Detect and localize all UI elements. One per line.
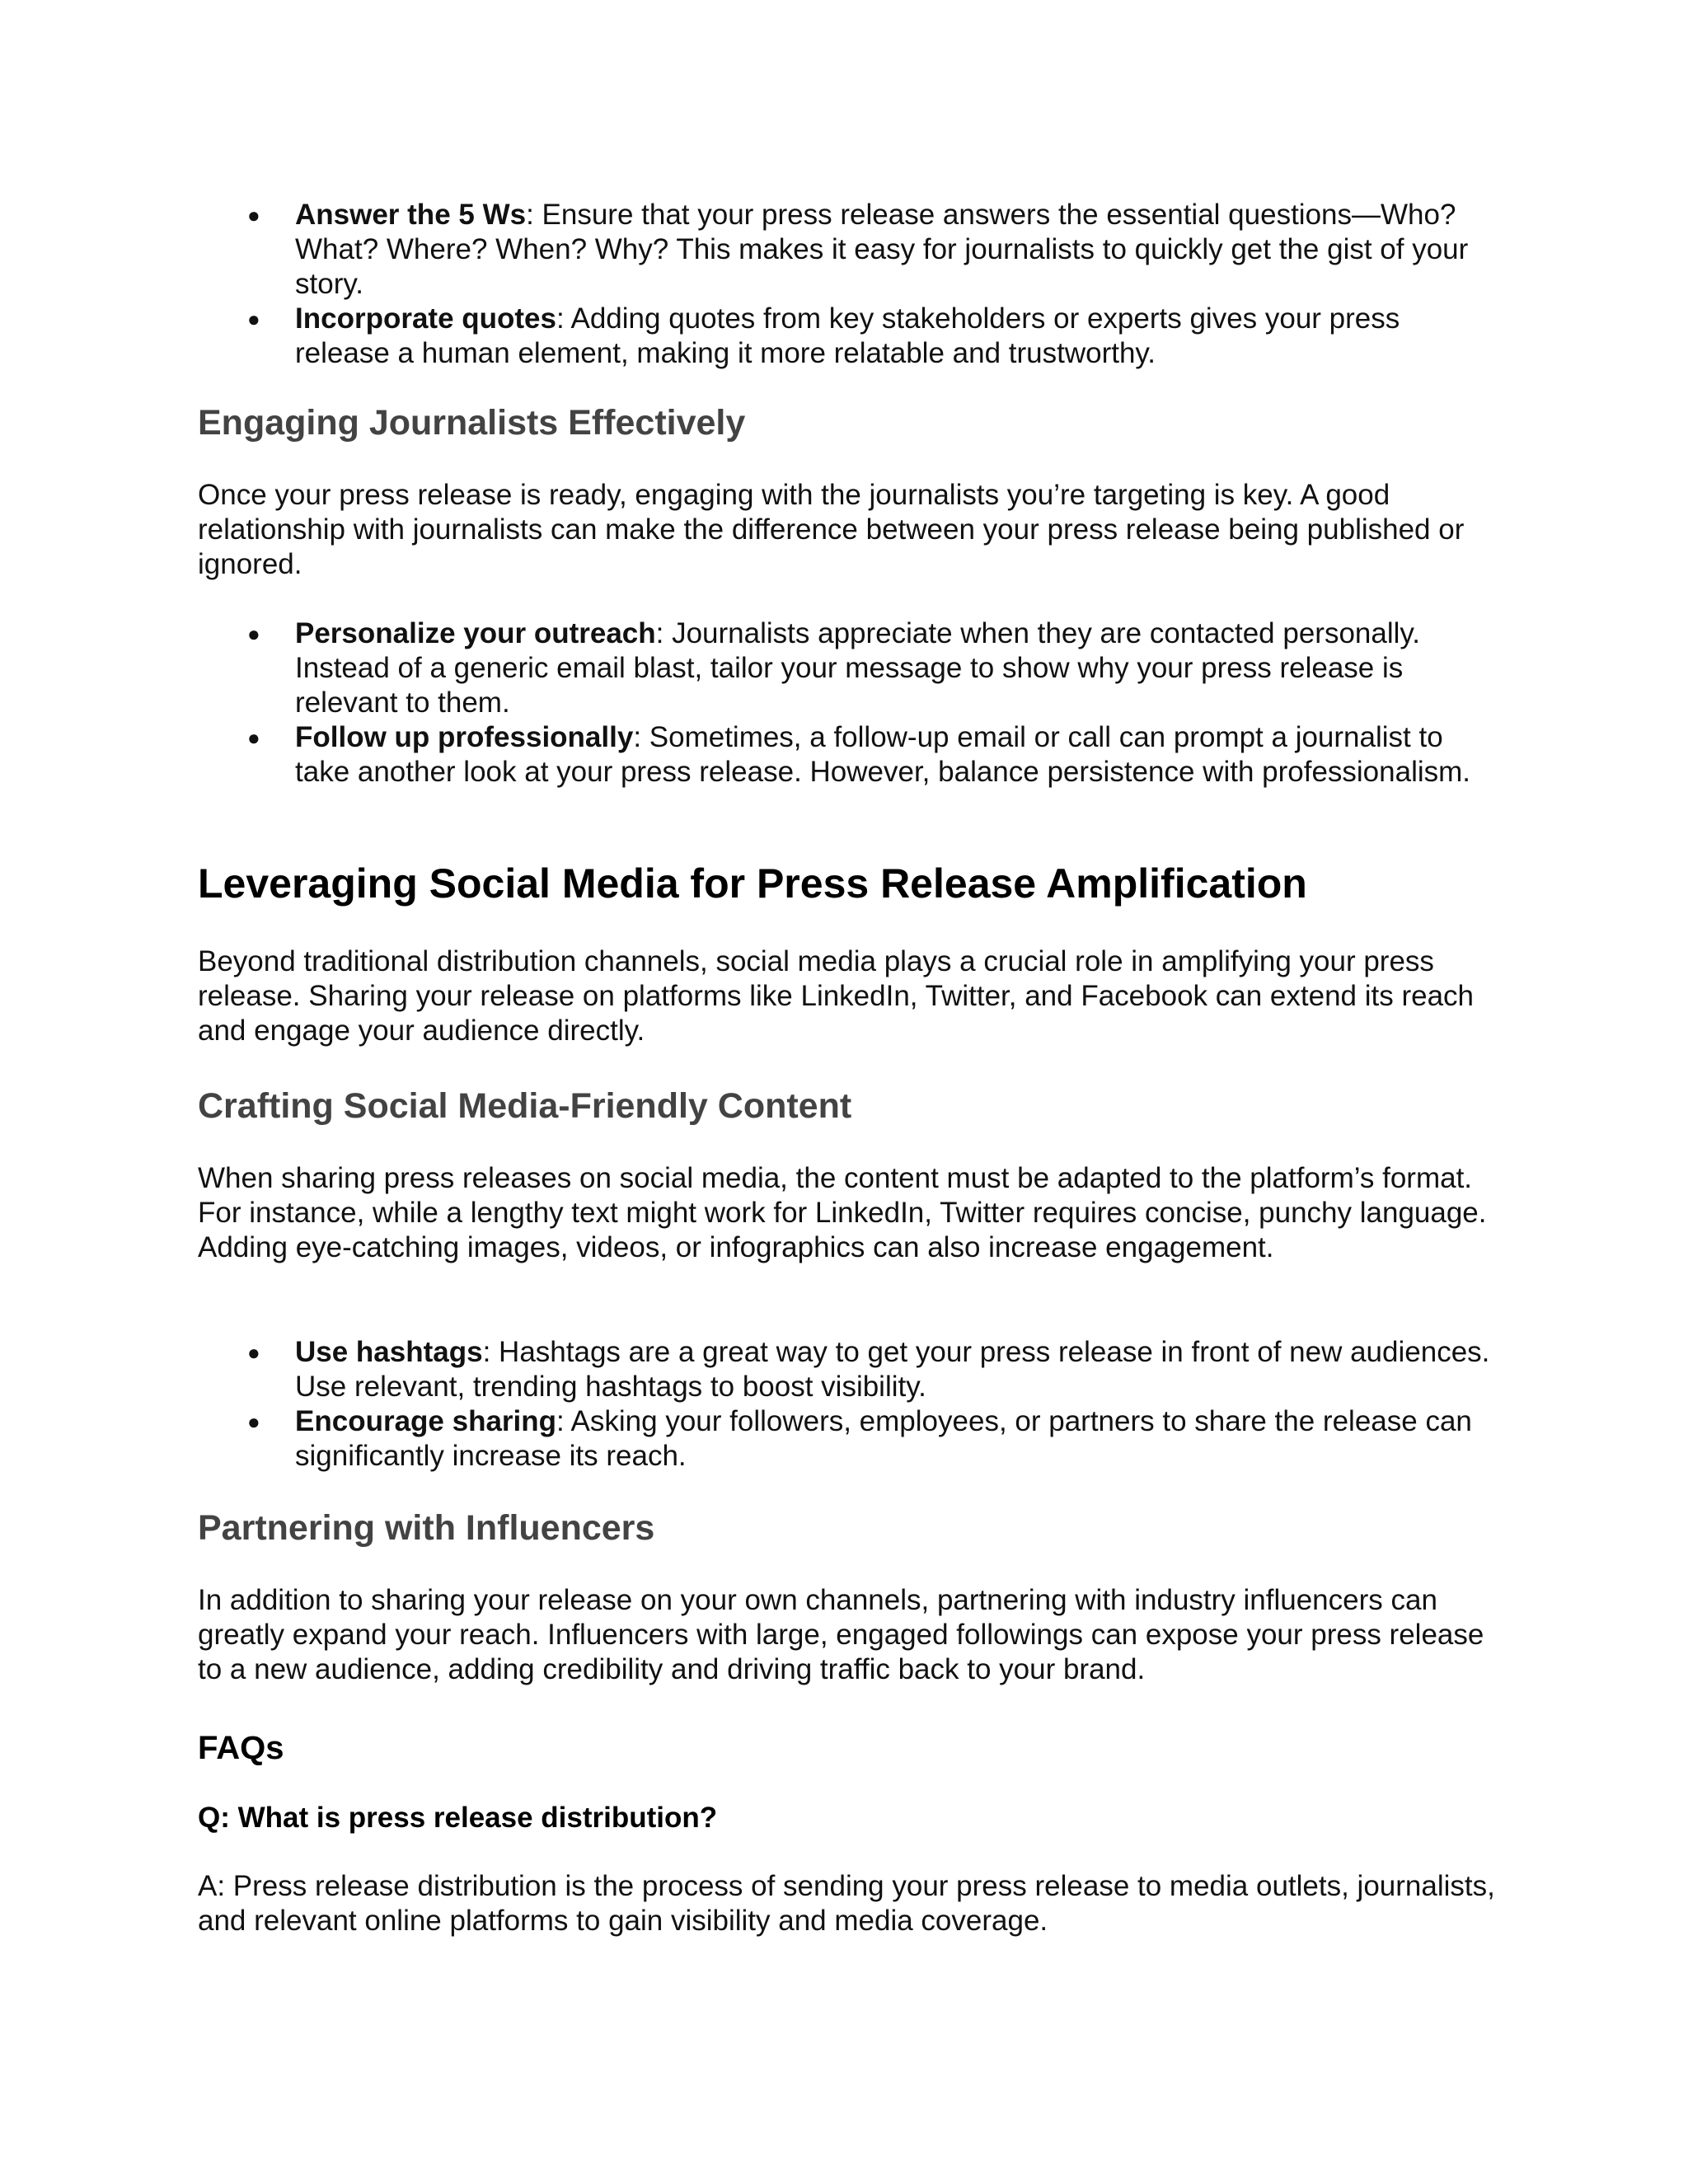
section-heading: FAQs: [198, 1730, 284, 1766]
section-heading-faqs: [198, 1727, 1500, 1769]
faq-answer-text: A: Press release distribution is the process of sending your press release to media outlets, journalists, and relevant online platforms to gain visibility and media coverage.: [198, 1870, 1495, 1937]
paragraph-influencers: [198, 1583, 1500, 1687]
faq-question-text: Q: What is press release distribution?: [198, 1802, 718, 1834]
section-heading: Partnering with Influencers: [198, 1508, 655, 1548]
list-item-text: : Journalists appreciate when they are contacted personally. Instead of a generic email blast, tailor your message to show why your press release is relevant to them.: [295, 617, 1421, 719]
list-item-term: Follow up professionally: [295, 721, 634, 753]
paragraph-engaging: [198, 478, 1500, 582]
bullet-icon: ●: [247, 307, 260, 331]
list-item-term: Encourage sharing: [295, 1405, 557, 1437]
paragraph-crafting: [198, 1161, 1500, 1265]
bullet-icon: ●: [247, 621, 260, 646]
bullet-icon: ●: [247, 203, 260, 227]
list-item: [198, 1404, 1500, 1474]
faq-question: [198, 1801, 1500, 1835]
list-item-term: Personalize your outreach: [295, 617, 656, 649]
list-item-text: : Asking your followers, employees, or partners to share the release can significantly increase its reach.: [295, 1405, 1472, 1472]
list-item-term: Use hashtags: [295, 1336, 483, 1368]
section-heading: Leveraging Social Media for Press Release Amplification: [198, 860, 1307, 907]
paragraph-text: Beyond traditional distribution channels, social media plays a crucial role in amplifying your press release. Sharing your release on platforms like LinkedIn, Twitter, and Facebook can extend its reach and engage your audience directly.: [198, 945, 1474, 1047]
section-heading: Engaging Journalists Effectively: [198, 403, 746, 443]
faq-answer: [198, 1869, 1500, 1938]
section-heading-engaging: [198, 401, 1500, 444]
section-heading: Crafting Social Media-Friendly Content: [198, 1086, 852, 1126]
section-heading-crafting: [198, 1085, 1500, 1127]
list-item: [198, 616, 1500, 720]
paragraph-text: When sharing press releases on social media, the content must be adapted to the platform’s format. For instance, while a lengthy text might work for LinkedIn, Twitter requires concise, punchy language. Adding eye-catching images, videos, or infographics can also increase engagement.: [198, 1162, 1487, 1263]
list-item-text: : Adding quotes from key stakeholders or experts gives your press release a human element, making it more relatable and trustworthy.: [295, 302, 1400, 369]
bullet-list-intro: [198, 198, 1500, 371]
section-heading-social: [198, 859, 1500, 908]
list-item: [198, 1335, 1500, 1404]
list-item-text: : Hashtags are a great way to get your press release in front of new audiences. Use relevant, trending hashtags to boost visibility.: [295, 1336, 1490, 1403]
list-item-text: : Sometimes, a follow-up email or call can prompt a journalist to take another look at your press release. However, balance persistence with professionalism.: [295, 721, 1471, 788]
bullet-icon: ●: [247, 1409, 260, 1434]
list-item-term: Incorporate quotes: [295, 302, 556, 335]
list-item: [198, 198, 1500, 302]
section-heading-influencers: [198, 1507, 1500, 1549]
paragraph-text: Once your press release is ready, engaging with the journalists you’re targeting is key. A good relationship with journalists can make the difference between your press release being published or ignored.: [198, 479, 1465, 580]
bullet-icon: ●: [247, 725, 260, 750]
paragraph-social: [198, 944, 1500, 1048]
paragraph-text: In addition to sharing your release on your own channels, partnering with industry influencers can greatly expand your reach. Influencers with large, engaged followings can expose your press release to a new audience, adding credibility and driving traffic back to your brand.: [198, 1584, 1484, 1685]
list-item: [198, 302, 1500, 371]
list-item-term: Answer the 5 Ws: [295, 199, 527, 231]
list-item-text: : Ensure that your press release answers the essential questions—Who? What? Where? When? Why? This makes it easy for journalists to quickly get the gist of your story.: [295, 199, 1469, 300]
list-item: [198, 720, 1500, 790]
bullet-icon: ●: [247, 1340, 260, 1365]
bullet-list-engaging: [198, 616, 1500, 790]
bullet-list-crafting: [198, 1335, 1500, 1474]
